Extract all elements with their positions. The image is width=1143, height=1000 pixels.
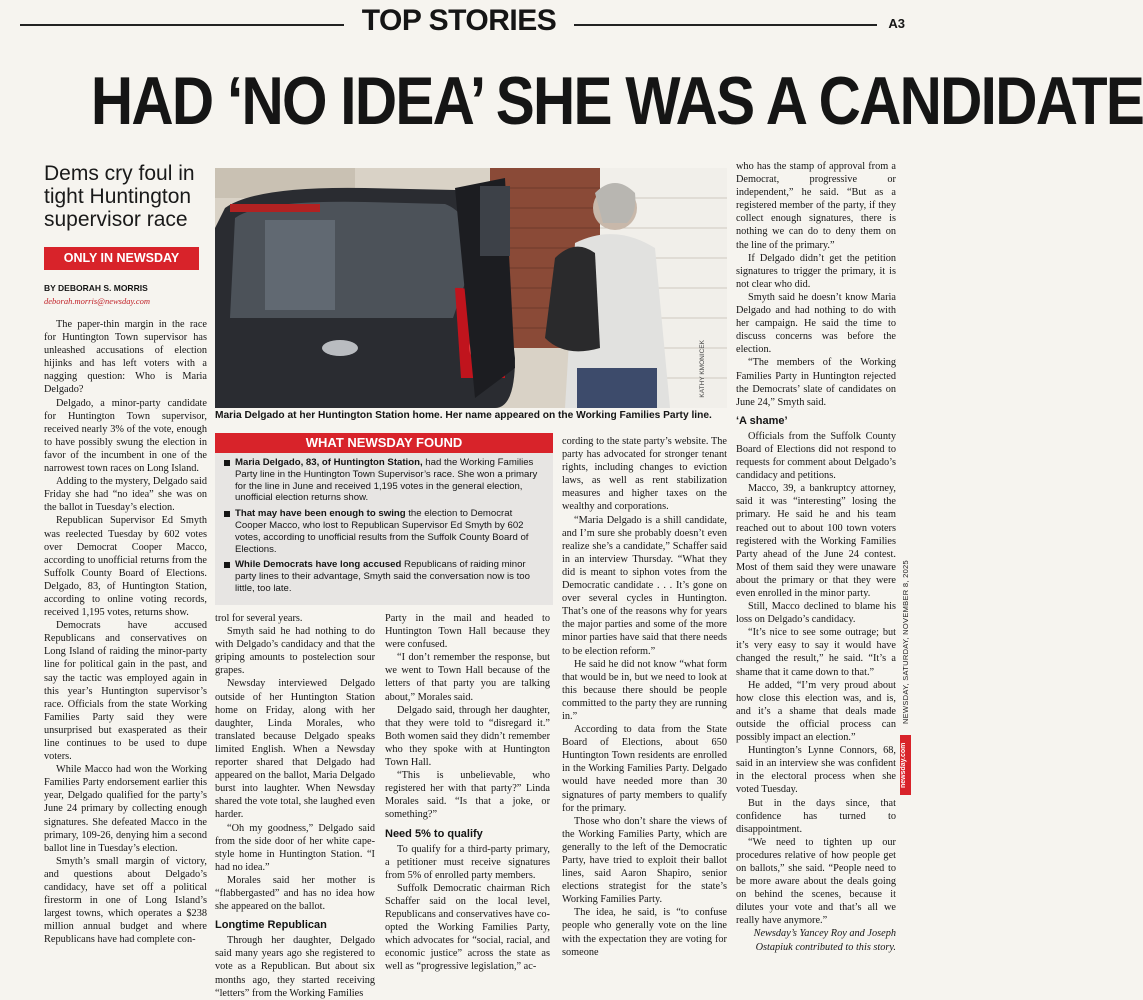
paragraph: He said he did not know “what form that would be in, but we need to look at this because there should be people committed to the party they are running in.” — [562, 658, 727, 722]
paragraph: The idea, he said, is “to confuse people who generally vote on the line with the expectation they are voting for someone — [562, 907, 727, 958]
page-number: A3 — [888, 16, 905, 31]
found-item-text: Republicans of raiding minor party lines to their advantage, Smyth said the conversation now is too little, too late. — [235, 559, 530, 594]
paragraph: Officials from the Suffolk County Board of Elections did not respond to requests for comment about Delgado’s candidacy and petitions. — [736, 430, 896, 482]
bullet-square-icon — [224, 562, 230, 568]
subhead-need-5-percent: Need 5% to qualify — [385, 827, 483, 840]
exclusive-badge: ONLY IN NEWSDAY — [44, 247, 199, 270]
paragraph: Those who don’t share the views of the Working Families Party, which are generally to the left of the Democratic Party, have tried to exploit their ballot lines, said Aaron Shapiro, senior elections strategist for the state’s Working Families Party. — [562, 815, 727, 906]
byline: BY DEBORAH S. MORRIS — [44, 283, 148, 293]
found-item-lead: That may have been enough to swing — [235, 508, 406, 520]
photo-illustration — [215, 168, 727, 408]
paragraph: who has the stamp of approval from a Democrat, progressive or independent,” he said. “But as a registered member of the party, if they collect enough signatures, there is nothing we can do to deny them on the line of the primary.” — [736, 161, 896, 251]
found-item — [215, 457, 553, 504]
contributors-note: Newsday’s Yancey Roy and Joseph Ostapiuk contributed to this story. — [753, 928, 896, 953]
author-email[interactable]: deborah.morris@newsday.com — [44, 296, 151, 306]
photo-caption: Maria Delgado at her Huntington Station home. Her name appeared on the Working Families Party line. — [215, 410, 712, 421]
subhead-a-shame: ‘A shame’ — [736, 414, 788, 427]
section-header — [0, 0, 925, 50]
paragraph: “Maria Delgado is a shill candidate, and I’m sure she probably doesn’t even realize she’s a candidate,” Schaffer said in an interview Thursday. “What they did is meant to siphon votes from the Democratic candidate . . . It’s gone on over several cycles in Huntington. That’s one of the reasons why for years the major parties and some of the more minor parties have said that there needs to be election reform.” — [562, 514, 727, 657]
found-box-title: WHAT NEWSDAY FOUND — [215, 433, 553, 453]
paragraph: Morales said her mother is “flabbergasted” and has no idea how she appeared on the ballot. — [215, 874, 375, 913]
paragraph: Party in the mail and headed to Huntington Town Hall because they were confused. — [385, 613, 550, 651]
paragraph: Smyth’s small margin of victory, and questions about Delgado’s candidacy, have set off a political firestorm in one of Long Island’s largest towns, which operates a $238 million annual budget and where Republicans have had complete con- — [44, 855, 207, 946]
paragraph: Delgado, a minor-party candidate for Huntington Town supervisor, received nearly 3% of the vote, enough to have possibly swung the election in favor of the incumbent in one of the narrowest town races on Long Island. — [44, 397, 207, 475]
what-newsday-found-box — [215, 433, 553, 605]
paragraph: Adding to the mystery, Delgado said Friday she had “no idea” she was on the ballot in Tuesday’s election. — [44, 476, 207, 514]
paragraph: Delgado said, through her daughter, that they were told to “disregard it.” Both women said they didn’t remember who they spoke with at Huntington Town Hall. — [385, 704, 550, 769]
article-column-3 — [385, 612, 550, 974]
story-photo — [215, 168, 727, 408]
headline: HAD ‘NO IDEA’ SHE WAS A CANDIDATE — [90, 63, 1143, 139]
paragraph: “It’s nice to see some outrage; but it’s very easy to say it would have changed the result,” he said. “It’s a shame that it came down to that.” — [736, 627, 896, 678]
article-column-5 — [736, 160, 896, 954]
paragraph: If Delgado didn’t get the petition signatures to trigger the primary, it is not clear who did. — [736, 252, 896, 290]
paragraph: He added, “I’m very proud about how close this election was, and is, and it’s a shame that deals made outside the official process can possibly impact an election.” — [736, 679, 896, 744]
paragraph: Republican Supervisor Ed Smyth was reelected Tuesday by 602 votes over Democrat Cooper Macco, according to unofficial returns from the Suffolk County Board of Elections. Delgado, 83, of Huntington Station, according to online voting records, received 1,195 votes, returns show. — [44, 515, 207, 619]
paragraph: “We need to tighten up our procedures relative of how people get on ballots,” she said. “People need to be more aware about the deals going on behind the scenes, because it dilutes your vote and that’s all we really have anymore.” — [736, 836, 896, 927]
paragraph: “I don’t remember the response, but we went to Town Hall because of the letters of that party you are talking about,” Morales said. — [385, 652, 550, 703]
article-column-4 — [562, 435, 727, 959]
found-item — [215, 559, 553, 594]
paragraph: Suffolk Democratic chairman Rich Schaffer said on the local level, Republicans and conservatives have co-opted the Working Families Party, which advocates for “social, racial, and economic justice” across the state as well as “progressive legislation,” ac- — [385, 882, 550, 973]
paragraph: “This is unbelievable, who registered her with that party?” Linda Morales said. “Is that a joke, or something?” — [385, 770, 550, 821]
paragraph: Macco, 39, a bankruptcy attorney, said it was “interesting” losing the primary. He said he and his team reached out to about 100 town voters registered with the Working Families Party ahead of the June 24 contest. Most of them said they were unaware about the primary or that they were even enrolled in the minor party. — [736, 483, 896, 599]
found-item-lead: Maria Delgado, 83, of Huntington Station, — [235, 457, 423, 468]
photo-credit: KATHY KMONICEK — [699, 340, 706, 398]
paragraph: While Macco had won the Working Families Party endorsement earlier this year, Delgado qualified for the party’s June 24 primary by collecting enough signatures. She defeated Macco in the primary, 109-26, denying him a second ballot line in Tuesday’s election. — [44, 764, 207, 854]
article-column-1 — [44, 318, 207, 947]
article-column-2 — [215, 612, 375, 1000]
section-title: TOP STORIES — [344, 4, 574, 44]
paragraph: Still, Macco declined to blame his loss on Delgado’s candidacy. — [736, 601, 896, 626]
found-item-text: had the Working Families Party line in the Huntington Town Supervisor’s race. She won a primary for the line in June and received 1,195 votes in the general election, unofficial election returns show. — [235, 457, 538, 504]
paragraph: Through her daughter, Delgado said many years ago she registered to vote as a Republican. But about six months ago, they started receiving “letters” from the Working Families — [215, 935, 375, 999]
bullet-square-icon — [224, 460, 230, 466]
paragraph: To qualify for a third-party primary, a petitioner must receive signatures from 5% of enrolled party members. — [385, 843, 550, 881]
paragraph: According to data from the State Board of Elections, about 650 Huntington Town residents are enrolled in the Working Families Party. Delgado would have needed more than 30 signatures of party members to qualify for the primary. — [562, 724, 727, 814]
deck: Dems cry foul in tight Huntington supervisor race — [44, 162, 195, 231]
paragraph: The paper-thin margin in the race for Huntington Town supervisor has unleashed accusations of election hijinks and has left voters with a nagging question: Who is Maria Delgado? — [44, 319, 207, 396]
paragraph: Democrats have accused Republicans and conservatives on Long Island of raiding the minor-party line for political gain in the past, and say the tactic was employed again in this year’s Huntington supervisor’s race. Officials from the state Working Families Party said they were unsurprised but exasperated as their line continues to be used to dupe voters. — [44, 620, 207, 763]
paragraph: But in the days since, that confidence has turned to disappointment. — [736, 797, 896, 835]
paragraph: Newsday interviewed Delgado outside of her Huntington Station home on Friday, along with her daughter, Linda Morales, who translated because Delgado speaks limited English. When a Newsday reporter shared that Delgado had appeared on the ballot, Maria Delgado burst into laughter. When Newsday shared the vote total, she laughed even harder. — [215, 678, 375, 821]
site-logo: newsday.com — [900, 735, 911, 795]
found-item-text: the election to Democrat Cooper Macco, who lost to Republican Supervisor Ed Smyth by 602 votes, according to unofficial results from the Suffolk County Board of Elections. — [235, 508, 529, 555]
paragraph: Smyth said he doesn’t know Maria Delgado and had nothing to do with her campaign. He said the time to discuss concerns was before the election. — [736, 291, 896, 356]
paragraph: Smyth said he had nothing to do with Delgado’s candidacy and that the griping amounts to postelection sour grapes. — [215, 626, 375, 677]
bullet-square-icon — [224, 511, 230, 517]
paragraph: “Oh my goodness,” Delgado said from the side door of her white cape-style home in Huntington Station. “I had no idea.” — [215, 822, 375, 873]
paragraph: cording to the state party’s website. The party has advocated for stronger tenant rights, including changes to eviction laws, as well as rent stabilization measures and higher taxes on the wealthy and corporations. — [562, 436, 727, 513]
edition-dateline: NEWSDAY, SATURDAY, NOVEMBER 8, 2025 — [901, 560, 910, 725]
subhead-longtime-republican: Longtime Republican — [215, 919, 327, 932]
found-item — [215, 508, 553, 555]
found-item-lead: While Democrats have long accused — [235, 559, 402, 571]
paragraph: trol for several years. — [215, 613, 303, 624]
paragraph: Huntington’s Lynne Connors, 68, said in an interview she was confident in the electoral process when she voted Tuesday. — [736, 745, 896, 796]
paragraph: “The members of the Working Families Party in Huntington rejected the Democrats’ slate of candidates on June 24,” Smyth said. — [736, 357, 896, 408]
